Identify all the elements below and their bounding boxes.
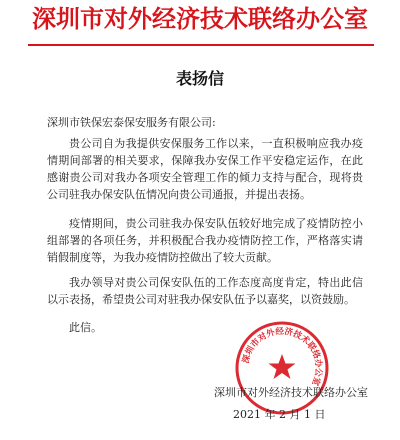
letter-recipient: 深圳市铁保宏泰保安服务有限公司:: [47, 116, 216, 129]
official-seal-icon: [232, 318, 332, 418]
letterhead-title: 深圳市对外经济技术联络办公室: [32, 4, 368, 33]
letter-paragraph: 我办领导对贵公司保安队伍的工作态度高度肯定，特出此信以示表扬，希望贵公司对驻我办保安队伍予以嘉奖，以资鼓励。: [47, 276, 363, 306]
signature-date: 2021 年 2 月 1 日: [233, 408, 326, 421]
seal-text: 深圳市对外经济技术联络办公室: [241, 326, 324, 387]
letter-title: 表扬信: [175, 69, 224, 88]
letterhead-rule: [28, 44, 374, 46]
letter-paragraph: 此信。: [69, 321, 102, 334]
signature-organization: 深圳市对外经济技术联络办公室: [214, 386, 368, 399]
letter-paragraph: 贵公司自为我提供安保服务工作以来，一直积极响应我办疫情期间部署的相关要求，保障我办安保工作平安稳定运作，在此感谢贵公司对我办各项安全管理工作的倾力支持与配合，现将贵公司驻我办保安队伍情况向贵公司通报，并提出表扬。: [47, 137, 363, 201]
letter-paragraph: 疫情期间，贵公司驻我办保安队伍较好地完成了疫情防控小组部署的各项任务，并积极配合我办疫情防控工作，严格落实请销假制度等，为我办疫情防控做出了较大贡献。: [47, 217, 363, 264]
